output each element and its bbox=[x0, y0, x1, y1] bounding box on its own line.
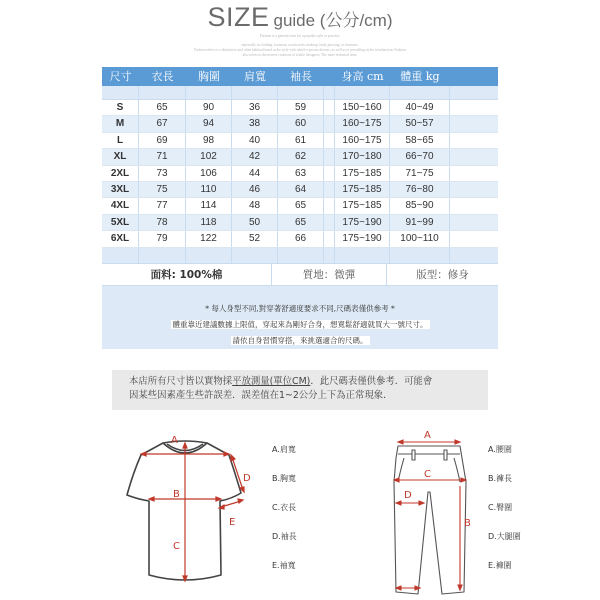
cell-extra bbox=[450, 215, 498, 230]
page-title bbox=[0, 2, 600, 33]
cell-shoulder: 46 bbox=[232, 182, 278, 197]
cell-spacer bbox=[324, 182, 335, 197]
note-line-1: * 每人身型不同,對穿著舒適度要求不同,尺碼表僅供參考 * bbox=[205, 303, 395, 313]
cell-size: 4XL bbox=[102, 198, 139, 213]
cell-shoulder: 50 bbox=[232, 215, 278, 230]
fabric-row bbox=[102, 264, 498, 286]
subtitle-text bbox=[0, 34, 600, 58]
subtitle-line: especially in clothing, footwear, accessories, makeup, body piercing, or furniture. bbox=[241, 43, 359, 47]
legend-pants-length: B.褲長 bbox=[488, 474, 513, 483]
cell-extra bbox=[450, 133, 498, 148]
cell-weight: 66~70 bbox=[390, 149, 450, 164]
table-row bbox=[102, 231, 498, 247]
cell-chest: 94 bbox=[186, 116, 232, 131]
cell-chest: 118 bbox=[186, 215, 232, 230]
cell-extra bbox=[450, 116, 498, 131]
cell-shoulder: 40 bbox=[232, 133, 278, 148]
legend-hip: C.臀圍 bbox=[488, 503, 513, 512]
table-row bbox=[102, 149, 498, 165]
cell-shoulder: 42 bbox=[232, 149, 278, 164]
cell-shoulder: 36 bbox=[232, 100, 278, 115]
cell-sleeve: 65 bbox=[278, 198, 324, 213]
table-row bbox=[102, 182, 498, 198]
cell-size: M bbox=[102, 116, 139, 131]
underlined-measure-note: 平放測量(單位CM) bbox=[232, 376, 311, 387]
title-sub: guide (公分/cm) bbox=[273, 11, 393, 30]
cell-spacer bbox=[324, 215, 335, 230]
table-header bbox=[102, 67, 498, 86]
col-header-extra bbox=[450, 67, 498, 86]
table-row bbox=[102, 100, 498, 116]
cell-spacer bbox=[324, 198, 335, 213]
cell-weight: 85~90 bbox=[390, 198, 450, 213]
col-header-size: 尺寸 bbox=[109, 70, 132, 83]
col-header-spacer bbox=[324, 67, 335, 86]
marker-d: D bbox=[243, 473, 251, 484]
fabric-fit: 版型：修身 bbox=[416, 268, 469, 281]
cell-height: 160~175 bbox=[335, 133, 390, 148]
cell-extra bbox=[450, 166, 498, 181]
cell-chest: 98 bbox=[186, 133, 232, 148]
marker-c: C bbox=[173, 541, 180, 552]
col-header-chest: 胸圍 bbox=[198, 70, 220, 83]
cell-length: 71 bbox=[139, 149, 186, 164]
title-main: SIZE bbox=[207, 2, 270, 32]
cell-height: 160~175 bbox=[335, 116, 390, 131]
cell-shoulder: 48 bbox=[232, 198, 278, 213]
cell-size: 5XL bbox=[102, 215, 139, 230]
cell-shoulder: 38 bbox=[232, 116, 278, 131]
cell-height: 175~185 bbox=[335, 166, 390, 181]
cell-height: 175~190 bbox=[335, 215, 390, 230]
cell-chest: 102 bbox=[186, 149, 232, 164]
legend-sleeve-width: E.袖寬 bbox=[272, 561, 296, 570]
cell-extra bbox=[450, 198, 498, 213]
subtitle-line: also refers to the newest creations of textile designers. The more technical term. bbox=[242, 53, 358, 57]
table-row bbox=[102, 166, 498, 182]
size-table bbox=[102, 67, 498, 349]
fabric-material: 面料: 100%棉 bbox=[102, 264, 272, 285]
cell-sleeve: 61 bbox=[278, 133, 324, 148]
subtitle-line: Fashion refers to a distinctive and often habitual trend in the style with which a person dresses; as well as to prevailing styles in behaviour. Fashion bbox=[194, 48, 406, 52]
cell-spacer bbox=[324, 149, 335, 164]
cell-length: 78 bbox=[139, 215, 186, 230]
cell-weight: 71~75 bbox=[390, 166, 450, 181]
table-row bbox=[102, 198, 498, 214]
cell-sleeve: 60 bbox=[278, 116, 324, 131]
col-header-length: 衣長 bbox=[151, 70, 174, 83]
marker-a: A bbox=[424, 430, 431, 441]
disclaimer-line-2: 因某些因素產生些許誤差．誤差值在1~2公分上下為正常現象． bbox=[129, 390, 393, 401]
cell-length: 67 bbox=[139, 116, 186, 131]
cell-length: 73 bbox=[139, 166, 186, 181]
marker-b: B bbox=[173, 489, 180, 500]
cell-chest: 114 bbox=[186, 198, 232, 213]
cell-extra bbox=[450, 100, 498, 115]
note-line-2: 體重靠近建議數據上限值，穿起來為剛好合身，想寬鬆舒適就買大一號尺寸。 bbox=[172, 319, 428, 329]
cell-sleeve: 62 bbox=[278, 149, 324, 164]
cell-length: 69 bbox=[139, 133, 186, 148]
pants-diagram bbox=[388, 422, 478, 600]
cell-sleeve: 59 bbox=[278, 100, 324, 115]
cell-weight: 91~99 bbox=[390, 215, 450, 230]
table-blank-row bbox=[102, 86, 498, 100]
cell-height: 150~160 bbox=[335, 100, 390, 115]
marker-a: A bbox=[171, 435, 178, 446]
cell-extra bbox=[450, 182, 498, 197]
pants-legend bbox=[488, 444, 521, 589]
cell-size: XL bbox=[102, 149, 139, 164]
tshirt-legend bbox=[272, 444, 297, 589]
col-header-weight: 體重 kg bbox=[400, 70, 440, 83]
cell-chest: 110 bbox=[186, 182, 232, 197]
legend-thigh: D.大腿圍 bbox=[488, 532, 521, 541]
cell-height: 170~180 bbox=[335, 149, 390, 164]
legend-waist: A.腰圍 bbox=[488, 445, 512, 454]
cell-chest: 90 bbox=[186, 100, 232, 115]
marker-d: D bbox=[404, 490, 412, 501]
cell-height: 175~185 bbox=[335, 198, 390, 213]
tshirt-diagram bbox=[105, 435, 255, 590]
cell-spacer bbox=[324, 100, 335, 115]
cell-sleeve: 64 bbox=[278, 182, 324, 197]
cell-weight: 100~110 bbox=[390, 231, 450, 246]
fabric-texture: 質地：微彈 bbox=[272, 264, 387, 285]
subtitle-line: Fashion is a general term for a popular style or practice, bbox=[259, 34, 341, 38]
cell-height: 175~185 bbox=[335, 182, 390, 197]
measurement-disclaimer bbox=[112, 370, 488, 410]
cell-length: 77 bbox=[139, 198, 186, 213]
cell-size: 3XL bbox=[102, 182, 139, 197]
legend-leg-opening: E.褲圍 bbox=[488, 561, 512, 570]
table-row bbox=[102, 116, 498, 132]
cell-sleeve: 65 bbox=[278, 215, 324, 230]
cell-sleeve: 66 bbox=[278, 231, 324, 246]
size-notes bbox=[102, 286, 498, 349]
cell-length: 75 bbox=[139, 182, 186, 197]
cell-length: 65 bbox=[139, 100, 186, 115]
marker-b: B bbox=[464, 518, 471, 529]
col-header-height: 身高 cm bbox=[341, 70, 384, 83]
cell-spacer bbox=[324, 116, 335, 131]
legend-sleeve-length: D.袖長 bbox=[272, 532, 297, 541]
cell-size: 2XL bbox=[102, 166, 139, 181]
cell-spacer bbox=[324, 231, 335, 246]
cell-sleeve: 63 bbox=[278, 166, 324, 181]
cell-size: S bbox=[102, 100, 139, 115]
col-header-shoulder: 肩寬 bbox=[244, 70, 266, 83]
marker-c: C bbox=[424, 469, 431, 480]
table-row bbox=[102, 133, 498, 149]
cell-weight: 50~57 bbox=[390, 116, 450, 131]
cell-height: 175~190 bbox=[335, 231, 390, 246]
cell-extra bbox=[450, 149, 498, 164]
col-header-sleeve: 袖長 bbox=[290, 70, 312, 83]
disclaimer-line-1: 本店所有尺寸皆以實物採平放測量(單位CM)．此尺碼表僅供參考．可能會 bbox=[129, 376, 433, 387]
note-line-3: 請依自身習慣穿搭，來挑選適合的尺碼。 bbox=[232, 335, 368, 345]
marker-e: E bbox=[229, 517, 236, 528]
table-blank-row bbox=[102, 248, 498, 264]
legend-length: C.衣長 bbox=[272, 503, 297, 512]
table-row bbox=[102, 215, 498, 231]
legend-shoulder: A.肩寬 bbox=[272, 445, 296, 454]
cell-spacer bbox=[324, 133, 335, 148]
cell-length: 79 bbox=[139, 231, 186, 246]
cell-weight: 76~80 bbox=[390, 182, 450, 197]
cell-shoulder: 44 bbox=[232, 166, 278, 181]
cell-weight: 40~49 bbox=[390, 100, 450, 115]
cell-chest: 122 bbox=[186, 231, 232, 246]
cell-shoulder: 52 bbox=[232, 231, 278, 246]
cell-chest: 106 bbox=[186, 166, 232, 181]
cell-spacer bbox=[324, 166, 335, 181]
cell-weight: 58~65 bbox=[390, 133, 450, 148]
cell-size: 6XL bbox=[102, 231, 139, 246]
legend-chest: B.胸寬 bbox=[272, 474, 297, 483]
cell-size: L bbox=[102, 133, 139, 148]
cell-extra bbox=[450, 231, 498, 246]
